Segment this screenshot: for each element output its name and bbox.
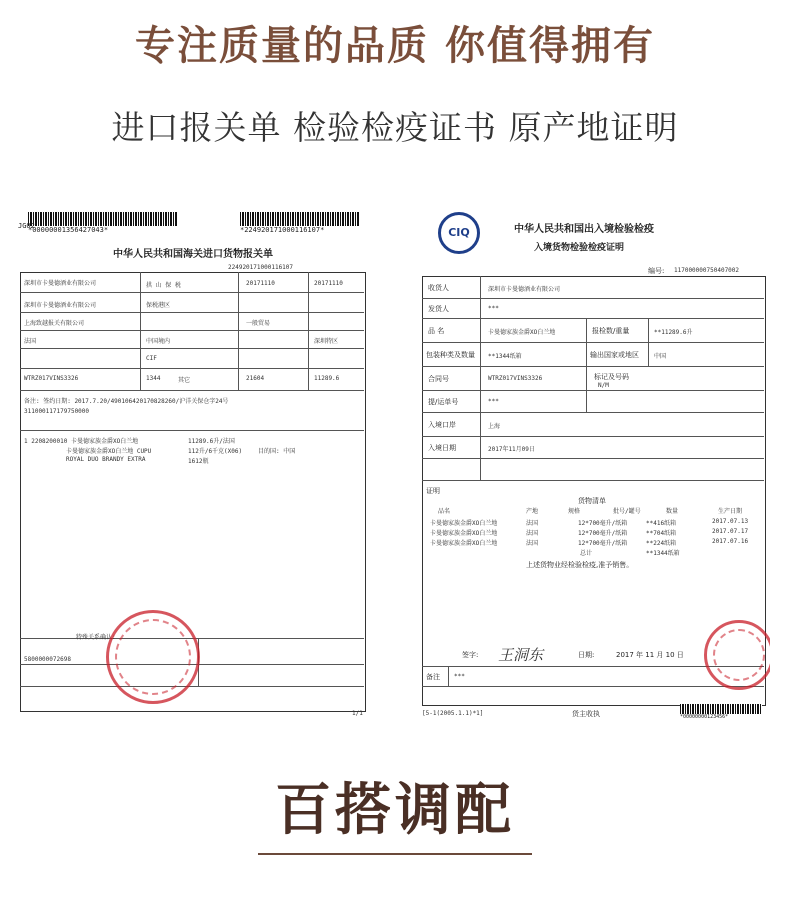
inspection-certificate-document (418, 208, 770, 723)
row-value-packaging: **1344纸箱 (488, 353, 522, 360)
ciq-logo (438, 212, 480, 254)
license: 一般贸易 (246, 320, 271, 327)
item-1-origin: 法国 (526, 520, 539, 527)
mark-value: N/M (598, 382, 609, 389)
agent: 上海致越报关有限公司 (24, 320, 85, 327)
row-value-product: 卡曼德家族金爵XO白兰地 (488, 329, 556, 336)
pack-type: 其它 (178, 377, 191, 384)
cert-no: 117000000750407002 (674, 267, 740, 274)
date-label: 日期: (578, 651, 595, 659)
col-origin: 产地 (526, 508, 539, 515)
item-3-date: 2017.07.16 (712, 538, 749, 545)
row-value-port: 上海 (488, 423, 501, 430)
total-value: **1344纸箱 (646, 550, 680, 557)
row-value-consignee: 深圳市卡曼德酒业有限公司 (488, 286, 561, 293)
sign-label: 签字: (462, 651, 479, 659)
consignee: 深圳市卡曼德酒业有限公司 (24, 280, 97, 287)
packages: 1344 (146, 375, 161, 382)
footer-divider (258, 853, 532, 855)
total-label: 总计 (580, 550, 593, 557)
item-1-date: 2017.07.13 (712, 518, 749, 525)
item-2-name: 卡曼德家族金爵XO白兰地 (430, 530, 498, 537)
item-2-origin: 法国 (526, 530, 539, 537)
customs-declaration-document (18, 208, 370, 718)
col-batch: 批号/罐号 (613, 508, 641, 515)
item-2-spec: 12*700毫升/纸箱 (578, 530, 628, 537)
inspection-barcode (680, 704, 762, 714)
ciq-logo-text: CIQ (448, 226, 470, 239)
trade-mode: 保税港区 (146, 302, 171, 309)
cert-section-label: 证明 (426, 487, 440, 495)
item-line-1: 1 2208200010 卡曼德家族金爵XO白兰地 (24, 438, 139, 445)
contract-no: WTRZ017VINS3326 (24, 375, 79, 382)
row-label-bill: 提/运单号 (428, 398, 459, 406)
item-2-date: 2017.07.17 (712, 528, 749, 535)
form-code: [5-1(2005.1.1)*1] (422, 710, 484, 717)
signature: 王洞东 (498, 646, 544, 664)
mark-label: 标记及号码 (594, 373, 629, 381)
inspection-subtitle: 入境货物检验检疫证明 (534, 243, 625, 253)
item-country: 目的国: 中国 (258, 448, 296, 455)
item-pieces: 1612瓶 (188, 458, 209, 465)
item-3-origin: 法国 (526, 540, 539, 547)
destination: 中国境内 (146, 338, 171, 345)
row-label-port: 入境口岸 (428, 421, 456, 429)
item-3-qty: **224纸箱 (646, 540, 677, 547)
row-value-contract: WTRZ017VINS3326 (488, 375, 543, 382)
item-2-qty: **704纸箱 (646, 530, 677, 537)
row-label-packaging: 包装种类及数量 (426, 351, 475, 359)
gross-weight: 21604 (246, 375, 265, 382)
row-label-contract: 合同号 (428, 375, 449, 383)
origin-label: 输出国家或地区 (590, 351, 639, 359)
copy-label: 货主收执 (572, 710, 600, 718)
headline: 专注质量的品质 你值得拥有 (135, 22, 655, 69)
row-value-shipper: *** (488, 305, 499, 312)
origin: 法国 (24, 338, 37, 345)
cert-label: 编号: (648, 267, 665, 275)
weight-label: 报检数/重量 (592, 327, 630, 335)
inspection-title: 中华人民共和国出入境检验检疫 (514, 224, 654, 235)
declaration-no: 224920171000116107 (228, 264, 294, 271)
col-qty: 数量 (666, 508, 679, 515)
subheadline: 进口报关单 检验检疫证书 原产地证明 (111, 108, 679, 147)
red-seal-stamp-2 (704, 620, 770, 690)
customs-title: 中华人民共和国海关进口货物报关单 (113, 249, 273, 260)
item-1-spec: 12*700毫升/纸箱 (578, 520, 628, 527)
col-spec: 规格 (568, 508, 581, 515)
remark-value: *** (454, 673, 465, 680)
list-header: 货物清单 (578, 497, 606, 505)
weight-value: **11289.6升 (654, 329, 693, 336)
form-prefix: JG02 (18, 222, 35, 230)
owner: 深圳市卡曼德酒业有限公司 (24, 302, 97, 309)
page-indicator: 1/1 (352, 710, 363, 717)
sign-date: 2017 年 11 月 10 日 (616, 651, 684, 659)
item-1-name: 卡曼德家族金爵XO白兰地 (430, 520, 498, 527)
item-3-spec: 12*700毫升/纸箱 (578, 540, 628, 547)
barcode-right (240, 212, 360, 226)
import-date: 20171110 (246, 280, 275, 287)
net-weight: 11289.6 (314, 375, 340, 382)
remark-label: 备注 (426, 673, 440, 681)
row-value-date: 2017年11月09日 (488, 446, 535, 453)
barcode-left (28, 212, 178, 226)
col-name: 品名 (438, 508, 451, 515)
footer-no: 5800000072698 (24, 656, 71, 663)
row-label-date: 入境日期 (428, 444, 456, 452)
item-qty: 11289.6升/法国 (188, 438, 235, 445)
row-label-shipper: 发货人 (428, 305, 449, 313)
barcode-left-text: *00000001356427043* (28, 226, 109, 234)
remark-2: 311000117179750000 (24, 408, 90, 415)
item-1-qty: **416纸箱 (646, 520, 677, 527)
remark: 备注: 签约日期: 2017.7.20/490106420170828260/沪洋关保仓字24号 (24, 398, 229, 405)
footer-note: 特殊关系确认: (76, 634, 116, 641)
item-line-3: ROYAL DUO BRANDY EXTRA (66, 456, 146, 463)
port: 拱 山 保 税 (146, 282, 181, 289)
barcode-right-text: *224920171000116107* (240, 226, 325, 234)
item-qty-2: 112升/6千克(X06) (188, 448, 243, 455)
declare-date: 20171110 (314, 280, 343, 287)
row-label-product: 品 名 (428, 327, 445, 335)
footer-title: 百搭调配 (275, 777, 515, 843)
red-seal-stamp (106, 610, 200, 704)
inspection-barcode-text: *00000000123456* (680, 714, 729, 720)
row-label-consignee: 收货人 (428, 284, 449, 292)
statement: 上述货物业经检验检疫,准予销售。 (526, 561, 634, 569)
item-line-2: 卡曼德家族金爵XO白兰地 CUPU (66, 448, 152, 455)
item-3-name: 卡曼德家族金爵XO白兰地 (430, 540, 498, 547)
trade-terms: CIF (146, 355, 157, 362)
row-value-bill: *** (488, 398, 499, 405)
tax-region: 深圳特区 (314, 338, 339, 345)
col-date: 生产日期 (718, 508, 743, 515)
origin-value: 中国 (654, 353, 667, 360)
